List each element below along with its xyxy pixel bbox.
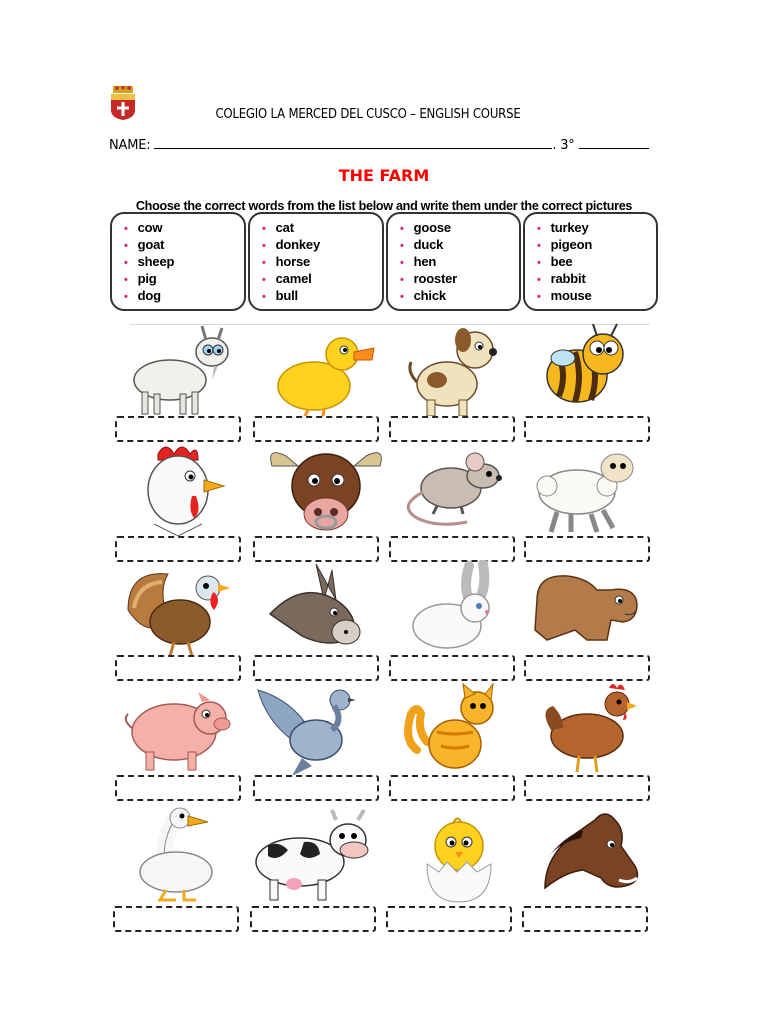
word-bank-column-1 [110, 212, 246, 311]
answer-box[interactable] [253, 416, 379, 442]
word-item: • rooster [400, 271, 458, 286]
pigeon-picture [252, 680, 380, 780]
answer-box[interactable] [115, 655, 241, 681]
name-blank[interactable] [154, 137, 552, 149]
grade-blank[interactable] [579, 137, 649, 149]
cow-picture [248, 806, 376, 906]
school-name: COLEGIO LA MERCED DEL CUSCO – ENGLISH COURSE [215, 107, 521, 122]
word-item: • horse [262, 254, 311, 269]
word-item: • pig [124, 271, 157, 286]
word-bank-column-3 [386, 212, 521, 311]
instruction-text: Choose the correct words from the list below and write them under the correct pictures [135, 199, 633, 213]
answer-box[interactable] [524, 536, 650, 562]
word-item: • donkey [262, 237, 320, 252]
bee-picture [533, 322, 661, 422]
word-item: • bull [262, 288, 298, 303]
word-item: • hen [400, 254, 437, 269]
page-title: THE FARM [338, 166, 430, 185]
goat-picture [118, 322, 246, 422]
word-bank-column-2 [248, 212, 384, 311]
answer-box[interactable] [389, 416, 515, 442]
answer-box[interactable] [524, 655, 650, 681]
answer-box[interactable] [253, 536, 379, 562]
word-item: • dog [124, 288, 161, 303]
answer-box[interactable] [253, 775, 379, 801]
word-item: • goat [124, 237, 165, 252]
word-item: • mouse [537, 288, 592, 303]
word-item: • cat [262, 220, 294, 235]
goose-picture [124, 806, 252, 906]
word-item: • cow [124, 220, 163, 235]
turkey-picture [118, 560, 246, 660]
word-bank-column-4 [523, 212, 658, 311]
name-line [109, 137, 657, 153]
duck-picture [262, 328, 390, 428]
word-item: • camel [262, 271, 312, 286]
sheep-picture [527, 442, 655, 542]
word-item: • pigeon [537, 237, 593, 252]
rooster-picture [118, 440, 246, 540]
word-bank [110, 212, 658, 313]
answer-box[interactable] [522, 906, 648, 932]
camel-picture [527, 560, 655, 660]
rabbit-picture [397, 560, 525, 660]
bull-picture [262, 440, 390, 540]
mouse-picture [397, 446, 525, 546]
cat-picture [397, 680, 525, 780]
answer-box[interactable] [524, 775, 650, 801]
dog-picture [397, 322, 525, 422]
answer-box[interactable] [115, 536, 241, 562]
donkey-picture [262, 560, 390, 660]
answer-box[interactable] [389, 775, 515, 801]
word-item: • turkey [537, 220, 589, 235]
hen-picture [533, 680, 661, 780]
horse-picture [525, 806, 653, 906]
word-item: • chick [400, 288, 446, 303]
school-crest-icon [109, 86, 137, 120]
answer-box[interactable] [389, 655, 515, 681]
word-item: • rabbit [537, 271, 586, 286]
answer-box[interactable] [115, 775, 241, 801]
answer-box[interactable] [250, 906, 376, 932]
answer-box[interactable] [115, 416, 241, 442]
name-label: NAME: [109, 138, 151, 153]
word-item: • bee [537, 254, 573, 269]
answer-box[interactable] [389, 536, 515, 562]
chick-picture [397, 806, 525, 906]
answer-box[interactable] [113, 906, 239, 932]
word-item: • sheep [124, 254, 175, 269]
word-item: • goose [400, 220, 451, 235]
answer-box[interactable] [524, 416, 650, 442]
grade-label: . 3° [552, 138, 575, 153]
pig-picture [118, 680, 246, 780]
answer-box[interactable] [386, 906, 512, 932]
answer-box[interactable] [253, 655, 379, 681]
word-item: • duck [400, 237, 444, 252]
